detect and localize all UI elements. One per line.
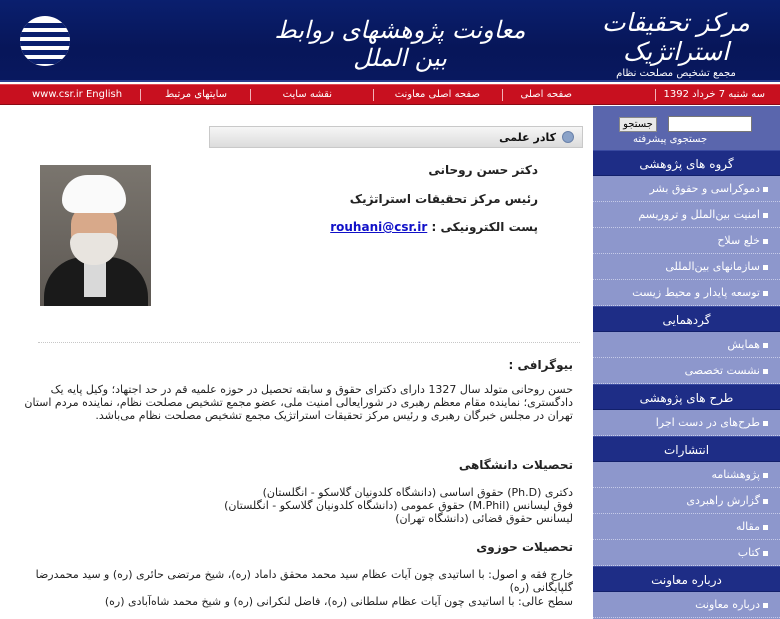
sidebar-item-conference[interactable]: همایش [593, 332, 780, 358]
nav-related-sites[interactable]: سایتهای مرتبط [164, 89, 227, 100]
sidebar-item-journal[interactable]: پژوهشنامه [593, 462, 780, 488]
current-date: سه شنبه 7 خرداد 1392 [663, 89, 765, 100]
section-research-projects: طرح های پژوهشی [593, 384, 780, 410]
nav-home[interactable]: صفحه اصلی [520, 89, 572, 100]
sidebar-item-about[interactable]: درباره معاونت [593, 592, 780, 618]
nav-sitemap[interactable]: نقشه سایت [282, 89, 332, 100]
advanced-search-link[interactable]: جستجوی پیشرفته [633, 134, 708, 145]
search-input[interactable] [668, 116, 752, 132]
bullet-icon [763, 343, 768, 348]
globe-logo-icon[interactable] [20, 16, 70, 66]
sidebar-item-democracy[interactable]: دموکراسی و حقوق بشر [593, 176, 780, 202]
brand-name: مرکز تحقیقات استراتژیک [602, 8, 750, 66]
brand-subtitle: مجمع تشخیص مصلحت نظام [616, 68, 736, 79]
sidebar-item-strategic-report[interactable]: گزارش راهبردی [593, 488, 780, 514]
university-line-3: لیسانس حقوق قضائی (دانشگاه تهران) [395, 512, 573, 525]
person-role: رئیس مرکز تحقیقات استراتژیک [349, 192, 538, 206]
profile-photo [40, 165, 151, 306]
sidebar-item-article[interactable]: مقاله [593, 514, 780, 540]
hawza-line-2: سطح عالی: با اساتیدی چون آیات عظام سلطانی (ره)، فاضل لنکرانی (ره) و شیخ محمد شاه‌آبادی (ره) [104, 595, 573, 608]
section-about: درباره معاونت [593, 566, 780, 592]
sidebar-item-book[interactable]: کتاب [593, 540, 780, 566]
divider [38, 342, 580, 343]
bullet-icon [763, 369, 768, 374]
bullet-icon [763, 525, 768, 530]
bio-text: حسن روحانی متولد سال 1327 دارای دکترای حقوق و سابقه تحصیل در حوزه علمیه قم در حد اجتهاد؛ وکیل پایه یک دادگستری؛ نماینده مقام معظم رهبری در شورایعالی امنیت ملی، عضو مجمع تشخیص مصلحت نظام، نماینده مردم استان تهران در مجلس خبرگان رهبری و رئیس مرکز تحقیقات استراتژیک مجمع تشخیص مصلحت نظام می‌باشد. [24, 383, 573, 422]
university-line-1: دکتری (Ph.D) حقوق اساسی (دانشگاه کلدونیان گلاسکو - انگلستان) [262, 486, 573, 499]
bullet-icon [763, 265, 768, 270]
main-content [0, 106, 593, 619]
sidebar-item-environment[interactable]: توسعه پایدار و محیط زیست [593, 280, 780, 306]
university-line-2: فوق لیسانس (M.Phil) حقوق عمومی (دانشگاه کلدونیان گلاسکو - انگلستان) [224, 499, 573, 512]
section-gatherings: گردهمایی [593, 306, 780, 332]
brand-logo[interactable] [586, 8, 766, 79]
bullet-icon [763, 187, 768, 192]
person-name: دکتر حسن روحانی [428, 163, 538, 177]
bullet-icon [763, 473, 768, 478]
nav-department-home[interactable]: صفحه اصلی معاونت [394, 89, 480, 100]
site-header [0, 0, 780, 82]
email-row [330, 220, 538, 234]
bullet-icon [763, 499, 768, 504]
university-heading: تحصیلات دانشگاهی [458, 458, 573, 472]
section-research-groups: گروه های پژوهشی [593, 150, 780, 176]
search-button[interactable]: جستجو [619, 117, 657, 132]
bullet-icon [763, 603, 768, 608]
sidebar-item-disarmament[interactable]: خلع سلاح [593, 228, 780, 254]
nav-english-link[interactable]: www.csr.ir English [32, 89, 123, 100]
bullet-icon [763, 291, 768, 296]
faculty-box-header [209, 126, 583, 148]
hawza-heading: تحصیلات حوزوی [476, 540, 573, 554]
hawza-line-1: خارج فقه و اصول: با اساتیدی چون آیات عظام سید محمد محقق داماد (ره)، شیخ مرتضی حائری (ره) و سید محمدرضا گلپایگانی (ره) [35, 568, 573, 594]
sidebar-item-security[interactable]: امنیت بین‌الملل و تروریسم [593, 202, 780, 228]
sidebar-item-meeting[interactable]: نشست تخصصی [593, 358, 780, 384]
sidebar-item-organizations[interactable]: سازمانهای بین‌المللی [593, 254, 780, 280]
info-icon [562, 131, 574, 143]
faculty-box-title: کادر علمی [499, 131, 556, 144]
sidebar-item-ongoing-projects[interactable]: طرح‌های در دست اجرا [593, 410, 780, 436]
bio-heading: بیوگرافی : [508, 358, 573, 372]
email-label: پست الکترونیکی : [431, 220, 538, 234]
search-area [593, 106, 780, 150]
right-sidebar [593, 106, 780, 619]
bullet-icon [763, 213, 768, 218]
bullet-icon [763, 239, 768, 244]
email-link[interactable]: rouhani@csr.ir [330, 220, 428, 234]
top-nav-bar [0, 84, 780, 105]
section-publications: انتشارات [593, 436, 780, 462]
bullet-icon [763, 421, 768, 426]
department-title: معاونت پژوهشهای روابط بین الملل [274, 16, 526, 72]
bullet-icon [763, 551, 768, 556]
